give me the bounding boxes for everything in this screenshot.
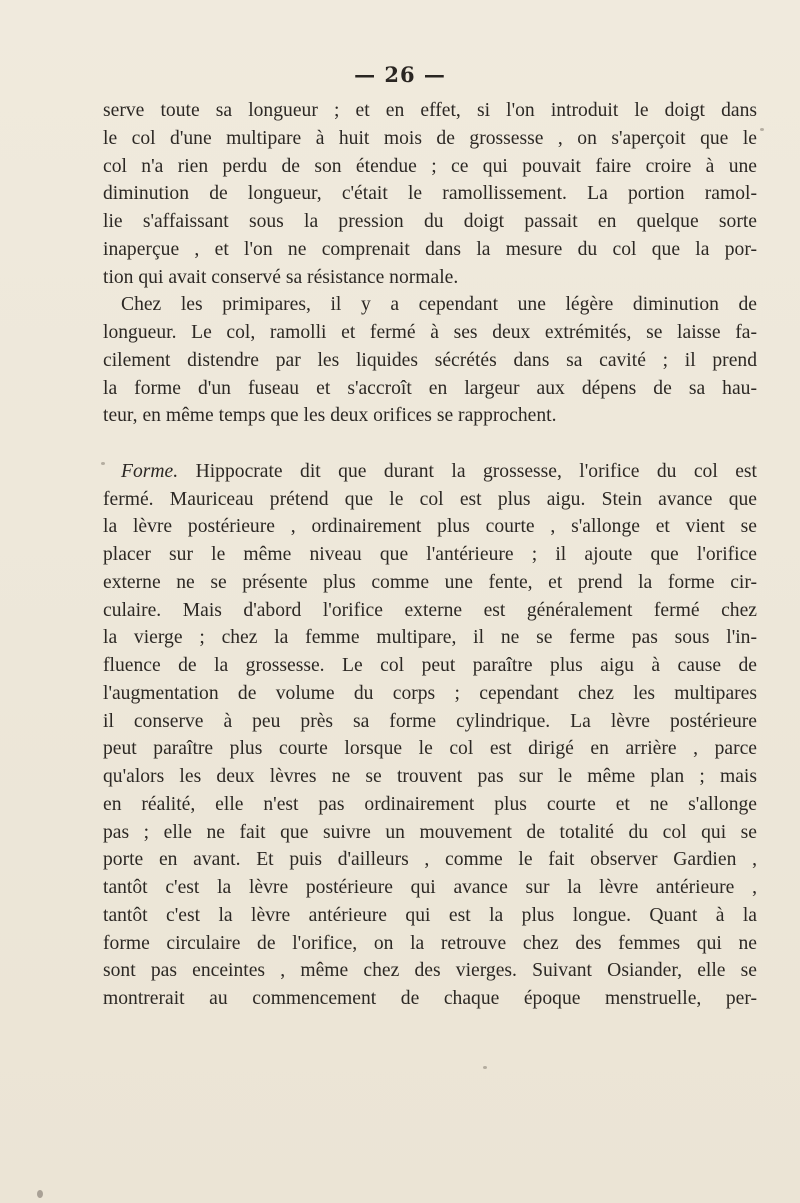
text-line: lie s'affaissant sous la pression du doigt passait en quelque sorte (103, 211, 757, 232)
text-line: montrerait au commencement de chaque époque menstruelle, per- (103, 988, 757, 1009)
text-line: longueur. Le col, ramolli et fermé à ses deux extrémités, se laisse fa- (103, 322, 757, 343)
text-line: forme circulaire de l'orifice, on la retrouve chez des femmes qui ne (103, 932, 757, 954)
text-line: qu'alors les deux lèvres ne se trouvent pas sur le même plan ; mais (103, 766, 757, 787)
text-line: tion qui avait conservé sa résistance normale. (103, 266, 459, 288)
text-line: externe ne se présente plus comme une fente, et prend la forme cir- (103, 571, 757, 593)
text-line: diminution de longueur, c'était le ramollissement. La portion ramol- (103, 183, 757, 205)
text-line: Chez les primipares, il y a cependant une légère diminution de (121, 294, 757, 316)
text-line: teur, en même temps que les deux orifices se rapprochent. (103, 405, 557, 427)
text-line: il conserve à peu près sa forme cylindrique. La lèvre postérieure (103, 710, 757, 732)
paper-speck (760, 128, 764, 131)
paper-speck (101, 462, 105, 465)
text-line: serve toute sa longueur ; et en effet, si l'on introduit le doigt dans (103, 100, 757, 121)
text-line: sont pas enceintes , même chez des vierges. Suivant Osiander, elle se (103, 960, 757, 982)
text-line: tantôt c'est la lèvre postérieure qui avance sur la lèvre antérieure , (103, 877, 757, 898)
paper-speck (37, 1190, 43, 1198)
text-line: pas ; elle ne fait que suivre un mouvement de totalité du col qui se (103, 821, 757, 843)
text-line: le col d'une multipare à huit mois de grossesse , on s'aperçoit que le (103, 127, 757, 149)
body-text (103, 97, 757, 1013)
paragraph-gap (103, 430, 757, 458)
text-line: l'augmentation de volume du corps ; cependant chez les multipares (103, 682, 757, 704)
text-line: la vierge ; chez la femme multipare, il ne se ferme pas sous l'in- (103, 627, 757, 649)
text-run: Hippocrate dit que durant la grossesse, l'orifice du col est (195, 460, 757, 482)
text-line: peut paraître plus courte lorsque le col est dirigé en arrière , parce (103, 738, 757, 760)
text-line: fluence de la grossesse. Le col peut paraître plus aigu à cause de (103, 655, 757, 676)
text-line: placer sur le même niveau que l'antérieure ; il ajoute que l'orifice (103, 544, 757, 565)
text-line: la forme d'un fuseau et s'accroît en largeur aux dépens de sa hau- (103, 377, 757, 399)
paper-speck (483, 1066, 487, 1069)
text-line: col n'a rien perdu de son étendue ; ce qui pouvait faire croire à une (103, 155, 757, 177)
text-line: tantôt c'est la lèvre antérieure qui est la plus longue. Quant à la (103, 904, 757, 926)
page-number: — 26 — (354, 62, 446, 87)
text-line: inaperçue , et l'on ne comprenait dans la mesure du col que la por- (103, 238, 757, 260)
text-line: porte en avant. Et puis d'ailleurs , comme le fait observer Gardien , (103, 849, 757, 871)
text-line: cilement distendre par les liquides sécrétés dans sa cavité ; il prend (103, 349, 757, 371)
text-line: en réalité, elle n'est pas ordinairement plus courte et ne s'allonge (103, 793, 757, 815)
text-line: culaire. Mais d'abord l'orifice externe est généralement fermé chez (103, 599, 757, 621)
section-heading: Forme. (121, 460, 179, 482)
text-line: la lèvre postérieure , ordinairement plus courte , s'allonge et vient se (103, 516, 757, 538)
text-line: fermé. Mauriceau prétend que le col est plus aigu. Stein avance que (103, 488, 757, 510)
text-line (103, 458, 757, 486)
